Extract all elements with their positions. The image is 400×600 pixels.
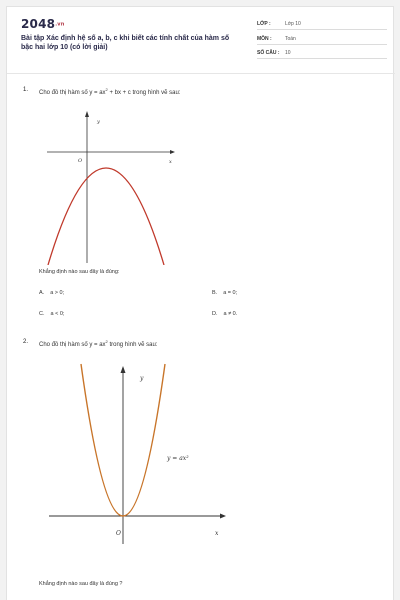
y-axis-label: y xyxy=(140,375,144,382)
question-2-graph xyxy=(45,362,245,547)
question-prompt: Khẳng định nào sau đây là đúng ? xyxy=(39,581,123,587)
x-axis-label: x xyxy=(215,530,219,537)
parabola-curve xyxy=(48,168,164,265)
logo-suffix: .vn xyxy=(55,21,65,28)
option-c[interactable]: C. a < 0; xyxy=(39,311,65,317)
question-text: Cho đồ thị hàm số $y = ax^2$ + bx + c trong hình vẽ sau: xyxy=(39,87,181,96)
option-a[interactable]: A. a > 0; xyxy=(39,290,65,296)
site-logo[interactable] xyxy=(21,17,65,31)
logo-number: 2048 xyxy=(21,17,56,31)
document-page xyxy=(6,6,394,600)
meta-row-grade xyxy=(257,18,387,30)
option-b[interactable]: B. a = 0; xyxy=(212,290,238,296)
origin-label: O xyxy=(116,530,121,537)
curve-label: y = ax² xyxy=(167,455,189,462)
meta-key: LỚP : xyxy=(257,21,271,27)
meta-key: MÔN : xyxy=(257,36,272,42)
question-number: 2. xyxy=(23,339,29,345)
question-prompt: Khẳng định nào sau đây là đúng: xyxy=(39,269,120,275)
question-1-graph xyxy=(45,105,185,265)
meta-value: Toán xyxy=(285,36,296,42)
meta-value: 10 xyxy=(285,50,291,56)
y-axis-arrow xyxy=(85,111,89,117)
meta-key: SỐ CÂU : xyxy=(257,50,280,56)
x-axis-arrow xyxy=(170,150,175,154)
header-divider xyxy=(7,73,395,74)
y-axis-label: y xyxy=(97,119,100,125)
x-axis-arrow xyxy=(220,514,226,519)
meta-value: Lớp 10 xyxy=(285,21,301,27)
document-header xyxy=(7,7,395,69)
question-number: 1. xyxy=(23,87,29,93)
document-title: Bài tập Xác định hệ số a, b, c khi biết các tính chất của hàm số bậc hai lớp 10 (có lời giải) xyxy=(21,35,230,51)
x-axis-label: x xyxy=(169,159,172,165)
y-axis-arrow xyxy=(121,366,126,373)
origin-label: O xyxy=(78,158,83,164)
meta-row-subject xyxy=(257,33,387,45)
meta-row-count xyxy=(257,47,387,59)
question-text: Cho đồ thị hàm số $y = ax^2$ trong hình vẽ sau: xyxy=(39,339,158,348)
option-d[interactable]: D. a ≠ 0. xyxy=(212,311,238,317)
